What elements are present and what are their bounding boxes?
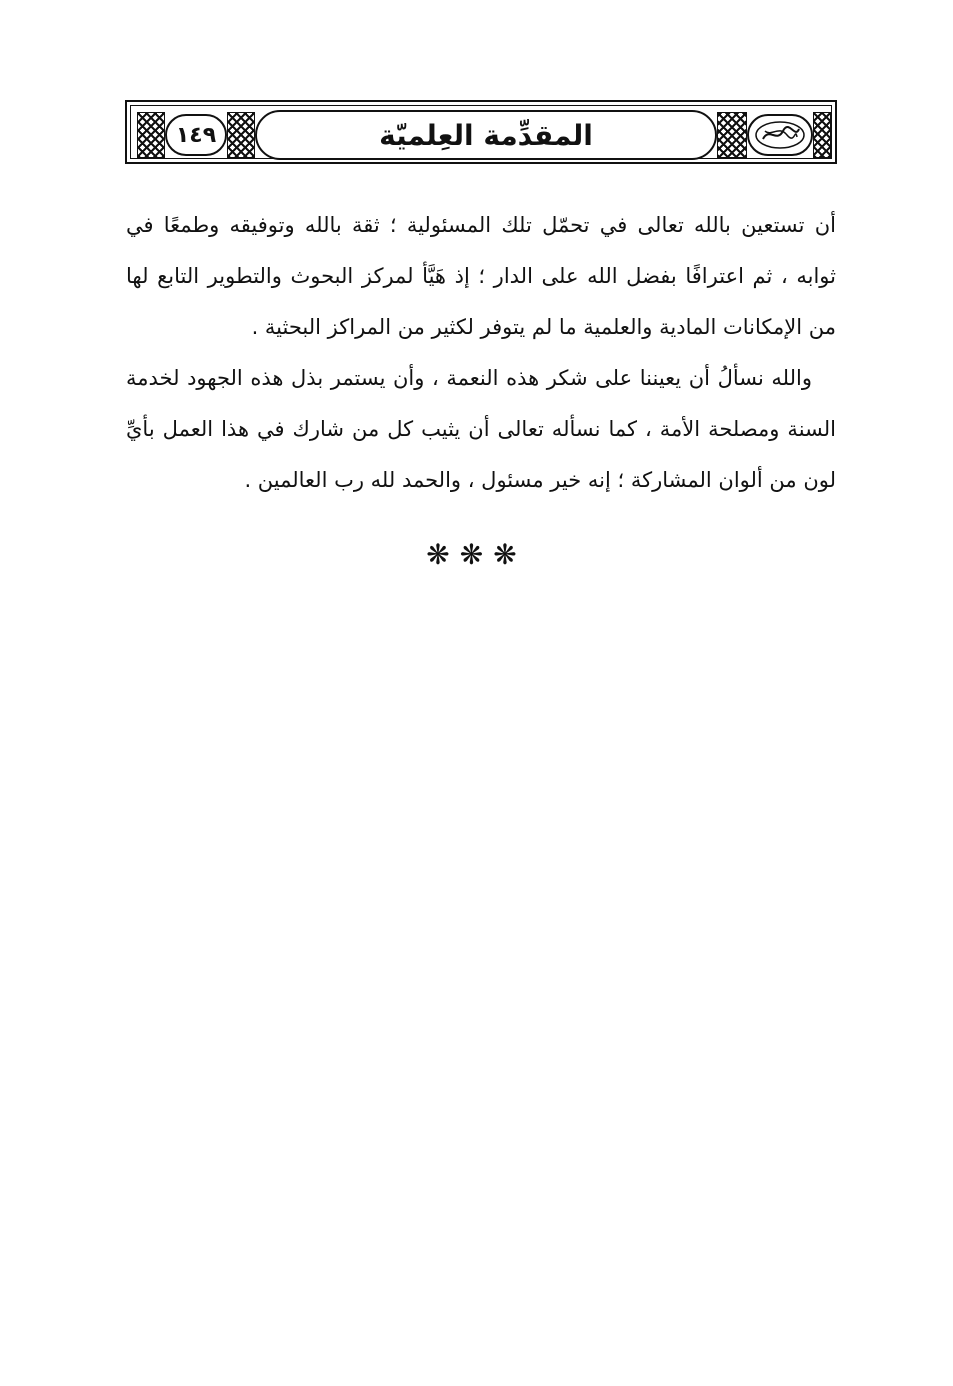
seal-graphic — [753, 119, 807, 151]
page-title: المقدِّمة العِلميّة — [379, 118, 593, 152]
section-separator: ❋❋❋ — [426, 538, 527, 571]
page-number-cartouche — [165, 114, 227, 156]
publisher-seal-icon — [747, 114, 813, 156]
paragraph-1: أن تستعين بالله تعالى في تحمّل تلك المسئولية ؛ ثقة بالله وتوفيقه وطمعًا في ثوابه ، ثم اعترافًا بفضل الله على الدار ؛ إذ هَيَّأ لمركز البحوث والتطوير التابع لها من الإمكانات المادية والعلمية ما لم يتوفر لكثير من المراكز البحثية . — [126, 213, 836, 339]
page-header — [125, 100, 837, 164]
body-text — [126, 200, 836, 506]
title-cartouche — [255, 110, 717, 160]
paragraph-2: والله نسألُ أن يعيننا على شكر هذه النعمة ، وأن يستمر بذل هذه الجهود لخدمة السنة ومصلحة الأمة ، كما نسأله تعالى أن يثيب كل من شارك في هذا العمل بأيِّ لون من ألوان المشاركة ؛ إنه خير مسئول ، والحمد لله رب العالمين . — [126, 366, 836, 492]
header-frame — [130, 105, 832, 159]
page-number: ١٤٩ — [175, 122, 217, 148]
ornament-right-inner — [717, 112, 747, 158]
ornament-left-outer — [137, 112, 165, 158]
ornament-left-inner — [227, 112, 255, 158]
ornament-right-outer — [813, 112, 831, 158]
